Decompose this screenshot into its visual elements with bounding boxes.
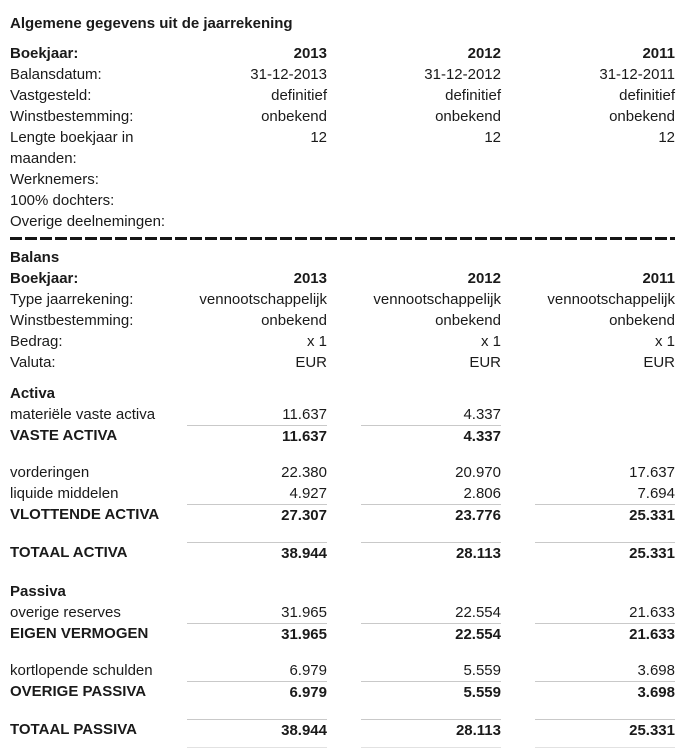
sum-row bbox=[10, 504, 675, 526]
passiva-table bbox=[10, 602, 675, 741]
row-value: definitief bbox=[619, 87, 675, 104]
row-value: 17.637 bbox=[629, 464, 675, 481]
data-row bbox=[10, 331, 675, 352]
row-label: VLOTTENDE ACTIVA bbox=[10, 506, 160, 523]
row-value: 31-12-2013 bbox=[250, 66, 327, 83]
data-row bbox=[10, 127, 675, 169]
row-value: 2.806 bbox=[463, 485, 501, 502]
row-value: 22.554 bbox=[361, 623, 501, 645]
closing-rules bbox=[10, 747, 675, 749]
row-value: 12 bbox=[310, 129, 327, 146]
spacer bbox=[10, 703, 675, 719]
row-value: definitief bbox=[445, 87, 501, 104]
row-value: onbekend bbox=[609, 108, 675, 125]
data-row bbox=[10, 310, 675, 331]
row-value: 31-12-2011 bbox=[599, 66, 675, 83]
row-value: x 1 bbox=[480, 333, 501, 350]
data-row bbox=[10, 352, 675, 373]
row-value: 27.307 bbox=[187, 504, 327, 526]
data-row bbox=[10, 190, 675, 211]
row-value: 4.337 bbox=[361, 425, 501, 447]
row-value: 28.113 bbox=[361, 542, 501, 564]
spacer bbox=[10, 564, 675, 581]
sum-row bbox=[10, 681, 675, 703]
row-value: 23.776 bbox=[361, 504, 501, 526]
row-label: TOTAAL ACTIVA bbox=[10, 544, 128, 561]
row-value: 31.965 bbox=[281, 604, 327, 621]
balans-title: Balans bbox=[10, 249, 60, 266]
row-value: 7.694 bbox=[637, 485, 675, 502]
row-label: Overige deelnemingen: bbox=[10, 213, 166, 230]
row-value: onbekend bbox=[609, 312, 675, 329]
row-value: 3.698 bbox=[535, 681, 675, 703]
row-value: 2012 bbox=[467, 270, 501, 287]
spacer bbox=[10, 645, 675, 660]
data-row bbox=[10, 404, 675, 425]
data-row bbox=[10, 602, 675, 623]
row-value: 2013 bbox=[293, 270, 327, 287]
row-value: onbekend bbox=[261, 312, 327, 329]
row-value: 21.633 bbox=[629, 604, 675, 621]
row-label: liquide middelen bbox=[10, 485, 119, 502]
row-label: TOTAAL PASSIVA bbox=[10, 721, 137, 738]
row-value: 4.927 bbox=[289, 485, 327, 502]
activa-table bbox=[10, 404, 675, 564]
row-label: Werknemers: bbox=[10, 171, 99, 188]
data-row bbox=[10, 462, 675, 483]
row-value: 31-12-2012 bbox=[424, 66, 501, 83]
row-value: 25.331 bbox=[535, 719, 675, 741]
activa-title: Activa bbox=[10, 385, 56, 402]
sum-row bbox=[10, 425, 675, 447]
sum-row bbox=[10, 623, 675, 645]
row-label: 100% dochters: bbox=[10, 192, 115, 209]
row-label: overige reserves bbox=[10, 604, 121, 621]
row-value: EUR bbox=[469, 354, 501, 371]
row-value: onbekend bbox=[435, 312, 501, 329]
data-row bbox=[10, 64, 675, 85]
row-value: 22.554 bbox=[455, 604, 501, 621]
row-value: x 1 bbox=[654, 333, 675, 350]
row-value: 38.944 bbox=[187, 542, 327, 564]
data-row bbox=[10, 268, 675, 289]
closing-rule-col-2011 bbox=[535, 747, 675, 749]
data-row bbox=[10, 660, 675, 681]
row-value: 38.944 bbox=[187, 719, 327, 741]
data-row bbox=[10, 85, 675, 106]
data-row bbox=[10, 211, 675, 232]
row-value: 2011 bbox=[642, 270, 675, 287]
row-label: Winstbestemming: bbox=[10, 312, 134, 329]
row-value: vennootschappelijk bbox=[373, 291, 501, 308]
spacer bbox=[10, 526, 675, 542]
data-row bbox=[10, 289, 675, 310]
row-value: x 1 bbox=[306, 333, 327, 350]
row-value: 2013 bbox=[293, 45, 327, 62]
row-value: 20.970 bbox=[455, 464, 501, 481]
row-value: 21.633 bbox=[535, 623, 675, 645]
row-label: VASTE ACTIVA bbox=[10, 427, 118, 444]
row-value: onbekend bbox=[435, 108, 501, 125]
general-info-table bbox=[10, 43, 675, 232]
row-label: kortlopende schulden bbox=[10, 662, 153, 679]
row-value: 5.559 bbox=[463, 662, 501, 679]
row-label: Balansdatum: bbox=[10, 66, 102, 83]
row-value: definitief bbox=[271, 87, 327, 104]
row-value: 22.380 bbox=[281, 464, 327, 481]
passiva-title: Passiva bbox=[10, 583, 66, 600]
spacer bbox=[10, 373, 675, 383]
data-row bbox=[10, 106, 675, 127]
row-value: onbekend bbox=[261, 108, 327, 125]
row-value: 12 bbox=[484, 129, 501, 146]
row-label: Valuta: bbox=[10, 354, 56, 371]
row-label: EIGEN VERMOGEN bbox=[10, 625, 149, 642]
row-value: 11.637 bbox=[187, 425, 327, 447]
section-divider bbox=[10, 237, 675, 240]
total-row bbox=[10, 542, 675, 564]
row-value: 6.979 bbox=[289, 662, 327, 679]
row-label: Vastgesteld: bbox=[10, 87, 92, 104]
total-row bbox=[10, 719, 675, 741]
closing-rule-col-2012 bbox=[361, 747, 501, 749]
row-value: 2011 bbox=[642, 45, 675, 62]
row-label: Boekjaar: bbox=[10, 45, 79, 62]
data-row bbox=[10, 43, 675, 64]
row-value: EUR bbox=[295, 354, 327, 371]
row-value: 2012 bbox=[467, 45, 501, 62]
data-row bbox=[10, 169, 675, 190]
row-label: Bedrag: bbox=[10, 333, 63, 350]
row-value: 6.979 bbox=[187, 681, 327, 703]
data-row bbox=[10, 483, 675, 504]
row-label: Type jaarrekening: bbox=[10, 291, 134, 308]
balans-meta-table bbox=[10, 268, 675, 373]
row-value: 25.331 bbox=[535, 504, 675, 526]
row-label: Boekjaar: bbox=[10, 270, 79, 287]
row-value: EUR bbox=[643, 354, 675, 371]
row-value: 28.113 bbox=[361, 719, 501, 741]
row-value: 4.337 bbox=[463, 406, 501, 423]
spacer bbox=[10, 447, 675, 462]
row-label: OVERIGE PASSIVA bbox=[10, 683, 147, 700]
row-label: vorderingen bbox=[10, 464, 90, 481]
row-value: 3.698 bbox=[637, 662, 675, 679]
row-value: vennootschappelijk bbox=[547, 291, 675, 308]
page-title: Algemene gegevens uit de jaarrekening bbox=[10, 15, 293, 32]
row-value: 5.559 bbox=[361, 681, 501, 703]
row-label: materiële vaste activa bbox=[10, 406, 156, 423]
row-value: 12 bbox=[658, 129, 675, 146]
closing-rule-col-2013 bbox=[187, 747, 327, 749]
report-page bbox=[10, 13, 675, 749]
row-label: Lengte boekjaar in maanden: bbox=[10, 129, 134, 167]
row-value: 31.965 bbox=[187, 623, 327, 645]
row-value: 11.637 bbox=[282, 406, 327, 423]
row-label: Winstbestemming: bbox=[10, 108, 134, 125]
row-value: vennootschappelijk bbox=[199, 291, 327, 308]
row-value: 25.331 bbox=[535, 542, 675, 564]
